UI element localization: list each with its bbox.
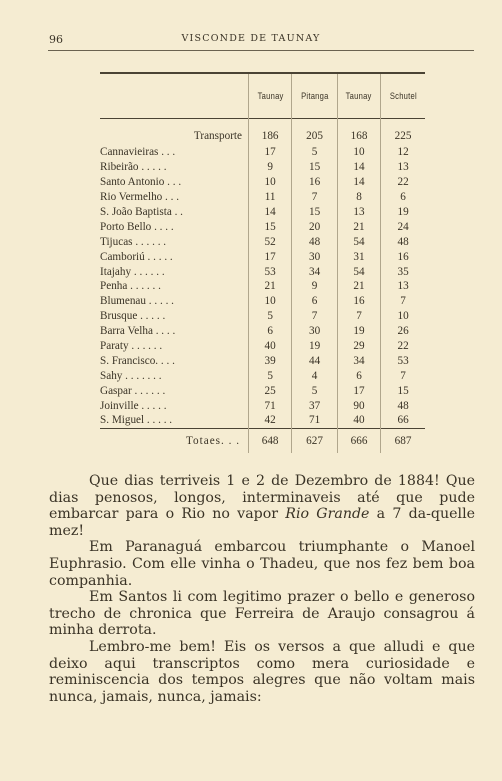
table-row [100, 368, 425, 383]
vote-count: 5 [249, 368, 292, 383]
table-row [100, 175, 425, 190]
header-blank-cell [115, 73, 234, 119]
place-name: Rio Vermelho . . . [100, 191, 180, 204]
paragraph [49, 539, 475, 589]
totals-value: 666 [337, 428, 380, 453]
vote-count: 10 [249, 175, 292, 190]
vote-count: 19 [381, 205, 425, 220]
place-name: S. João Baptista . . [100, 206, 183, 218]
table-row [100, 413, 425, 428]
votes-table [100, 72, 425, 453]
table-row [100, 264, 425, 279]
vote-count: 14 [249, 205, 292, 220]
vote-count: 15 [381, 383, 425, 398]
vote-count: 17 [249, 145, 292, 160]
vote-count: 52 [249, 234, 292, 249]
header-rule [48, 50, 474, 51]
vote-count: 7 [381, 294, 425, 309]
vote-count: 26 [381, 324, 425, 339]
place-name: Paraty . . . . . . [100, 340, 163, 353]
vote-count: 48 [292, 234, 338, 249]
vote-count: 71 [292, 413, 338, 428]
vote-count: 21 [337, 279, 380, 294]
table-row [100, 205, 425, 220]
place-name: Cannavieiras . . . [100, 146, 176, 159]
vote-count: 11 [249, 190, 292, 205]
transporte-value: 205 [292, 119, 338, 146]
column-header: Taunay [342, 73, 377, 119]
vote-count: 30 [292, 249, 338, 264]
column-header: Taunay [253, 73, 288, 119]
body-text [49, 473, 475, 705]
vote-count: 21 [249, 279, 292, 294]
vote-count: 71 [249, 398, 292, 413]
totals-value: 687 [381, 428, 425, 453]
vote-count: 5 [292, 145, 338, 160]
transporte-value: 186 [249, 119, 292, 146]
vote-count: 15 [249, 219, 292, 234]
vote-count: 20 [292, 219, 338, 234]
vote-count: 21 [337, 219, 380, 234]
vote-count: 29 [337, 339, 380, 354]
transporte-row [100, 119, 425, 146]
paragraph-text: Em Santos li com legitimo prazer o bello e generoso trecho de chronica que Ferreira de Araujo consagrou á minha derrota. [49, 589, 475, 639]
ship-name: Rio Grande [285, 506, 370, 523]
vote-count: 48 [381, 398, 425, 413]
table-row [100, 160, 425, 175]
page-header [0, 0, 502, 50]
place-name: S. Miguel . . . . . [100, 414, 173, 427]
vote-count: 12 [381, 145, 425, 160]
vote-count: 25 [249, 383, 292, 398]
place-name: Tijucas . . . . . . [100, 235, 167, 248]
vote-count: 34 [337, 353, 380, 368]
vote-count: 13 [337, 205, 380, 220]
table-row [100, 190, 425, 205]
vote-count: 34 [292, 264, 338, 279]
vote-count: 7 [337, 309, 380, 324]
place-name: Sahy . . . . . . . [100, 369, 162, 382]
running-head: VISCONDE DE TAUNAY [181, 33, 321, 44]
vote-count: 44 [292, 353, 338, 368]
vote-count: 35 [381, 264, 425, 279]
vote-count: 22 [381, 339, 425, 354]
place-name: Penha . . . . . . [100, 280, 161, 293]
table-row [100, 234, 425, 249]
paragraph [49, 589, 475, 639]
place-name: Blumenau . . . . . [100, 295, 174, 308]
totals-value: 648 [249, 428, 292, 453]
vote-count: 13 [381, 160, 425, 175]
vote-count: 5 [249, 309, 292, 324]
totals-label: Totaes. . . [185, 434, 240, 447]
vote-count: 53 [249, 264, 292, 279]
vote-count: 13 [381, 279, 425, 294]
vote-count: 40 [337, 413, 380, 428]
table-row [100, 219, 425, 234]
vote-count: 14 [337, 160, 380, 175]
place-name: Porto Bello . . . . [100, 220, 174, 233]
paragraph-text: a 7 da-quelle mez! [49, 506, 475, 539]
table-row [100, 145, 425, 160]
table-row [100, 309, 425, 324]
table-row [100, 324, 425, 339]
column-header: Schutel [385, 73, 420, 119]
vote-count: 90 [337, 398, 380, 413]
paragraph-text: Em Paranaguá embarcou triumphante o Manoel Euphrasio. Com elle vinha o Thadeu, que nos fez bem boa companhia. [49, 539, 475, 589]
vote-count: 37 [292, 398, 338, 413]
place-name: Brusque . . . . . [100, 310, 166, 323]
place-name: Santo Antonio . . . [100, 176, 182, 189]
transporte-label: Transporte [193, 130, 242, 142]
vote-count: 8 [337, 190, 380, 205]
vote-count: 6 [337, 368, 380, 383]
table-row [100, 279, 425, 294]
vote-count: 16 [292, 175, 338, 190]
vote-count: 54 [337, 264, 380, 279]
vote-count: 7 [292, 309, 338, 324]
vote-count: 6 [381, 190, 425, 205]
transporte-value: 225 [381, 119, 425, 146]
page-number: 96 [49, 33, 63, 46]
place-name: S. Francisco. . . . [100, 354, 175, 367]
place-name: Gaspar . . . . . . [100, 384, 166, 397]
vote-count: 40 [249, 339, 292, 354]
vote-count: 17 [337, 383, 380, 398]
paragraph [49, 639, 475, 705]
vote-count: 10 [381, 309, 425, 324]
vote-count: 24 [381, 219, 425, 234]
place-name: Itajahy . . . . . . [100, 265, 165, 278]
vote-count: 39 [249, 353, 292, 368]
place-name: Joinville . . . . . [100, 399, 167, 412]
vote-count: 7 [292, 190, 338, 205]
vote-count: 6 [292, 294, 338, 309]
table-row [100, 249, 425, 264]
vote-count: 22 [381, 175, 425, 190]
vote-count: 10 [249, 294, 292, 309]
vote-count: 48 [381, 234, 425, 249]
vote-count: 19 [337, 324, 380, 339]
vote-count: 53 [381, 353, 425, 368]
vote-count: 5 [292, 383, 338, 398]
place-name: Ribeirão . . . . . [100, 161, 167, 174]
table-row [100, 353, 425, 368]
vote-count: 15 [292, 205, 338, 220]
vote-count: 9 [249, 160, 292, 175]
table-row [100, 339, 425, 354]
vote-count: 30 [292, 324, 338, 339]
table-row [100, 398, 425, 413]
vote-count: 15 [292, 160, 338, 175]
vote-count: 31 [337, 249, 380, 264]
vote-count: 6 [249, 324, 292, 339]
vote-count: 42 [249, 413, 292, 428]
totals-row [100, 428, 425, 453]
vote-count: 7 [381, 368, 425, 383]
column-header: Pitanga [296, 73, 333, 119]
totals-value: 627 [292, 428, 338, 453]
table-row [100, 294, 425, 309]
vote-count: 10 [337, 145, 380, 160]
transporte-value: 168 [337, 119, 380, 146]
vote-count: 9 [292, 279, 338, 294]
vote-count: 16 [381, 249, 425, 264]
vote-count: 4 [292, 368, 338, 383]
vote-count: 17 [249, 249, 292, 264]
paragraph-text: Que dias terriveis 1 e 2 de Dezembro de 1884! Que dias penosos, longos, interminaveis até que pude embarcar para o Rio no vapor [49, 473, 475, 523]
vote-count: 54 [337, 234, 380, 249]
place-name: Barra Velha . . . . [100, 325, 176, 338]
paragraph [49, 473, 475, 539]
vote-count: 14 [337, 175, 380, 190]
place-name: Camboriú . . . . . [100, 250, 173, 263]
paragraph-text: Lembro-me bem! Eis os versos a que alludi e que deixo aqui transcriptos como mera curiosidade e reminiscencia dos tempos alegres que não voltam mais nunca, jamais, nunca, jamais: [49, 638, 475, 705]
vote-count: 16 [337, 294, 380, 309]
vote-count: 19 [292, 339, 338, 354]
table-row [100, 383, 425, 398]
vote-count: 66 [381, 413, 425, 428]
table-header-row [100, 73, 425, 119]
